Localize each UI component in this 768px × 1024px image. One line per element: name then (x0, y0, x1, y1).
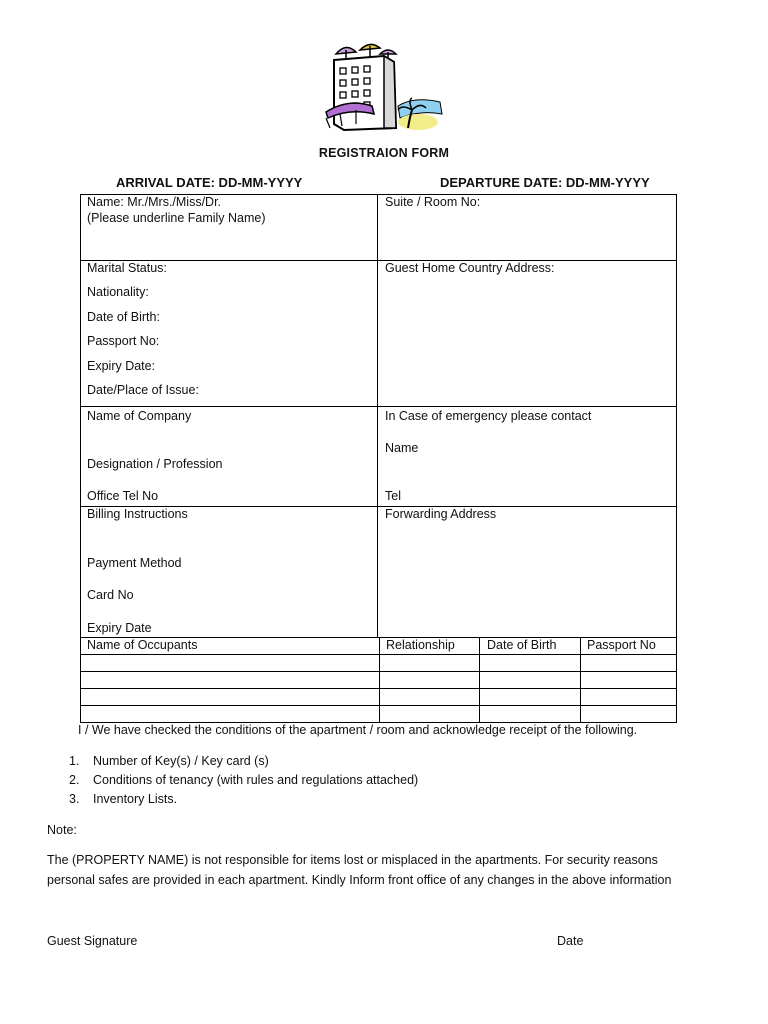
relationship-header: Relationship (386, 638, 455, 652)
arrival-date: ARRIVAL DATE: DD-MM-YYYY (116, 175, 303, 190)
company-label: Name of Company (87, 409, 192, 423)
suite-room-label: Suite / Room No: (385, 195, 481, 209)
list-item: 2. (69, 773, 80, 787)
passport-no-label: Passport No: (87, 334, 160, 348)
departure-date: DEPARTURE DATE: DD-MM-YYYY (440, 175, 650, 190)
note-line-1: The (PROPERTY NAME) is not responsible for items lost or misplaced in the apartments. For security reasons (47, 853, 658, 867)
acknowledgement-text: I / We have checked the conditions of the apartment / room and acknowledge receipt of the following. (78, 723, 638, 737)
list-item: 1. (69, 754, 80, 768)
office-tel-label: Office Tel No (87, 489, 159, 503)
issue-label: Date/Place of Issue: (87, 383, 199, 397)
emergency-name-label: Name (385, 441, 419, 455)
nationality-label: Nationality: (87, 285, 149, 299)
occupant-dob-header: Date of Birth (487, 638, 557, 652)
date-label: Date (557, 934, 584, 948)
emergency-contact-label: In Case of emergency please contact (385, 409, 592, 423)
billing-label: Billing Instructions (87, 507, 188, 521)
name-label: Name: Mr./Mrs./Miss/Dr. (87, 195, 222, 209)
payment-method-label: Payment Method (87, 556, 182, 570)
list-item-text: Conditions of tenancy (with rules and regulations attached) (93, 773, 419, 787)
registration-table (80, 194, 677, 723)
note-label: Note: (47, 823, 77, 837)
home-address-label: Guest Home Country Address: (385, 261, 555, 275)
occupants-header: Name of Occupants (87, 638, 198, 652)
card-no-label: Card No (87, 588, 134, 602)
expiry-date-label: Expiry Date: (87, 359, 156, 373)
family-name-hint: (Please underline Family Name) (87, 211, 266, 225)
date-of-birth-label: Date of Birth: (87, 310, 160, 324)
marital-status-label: Marital Status: (87, 261, 167, 275)
form-title: REGISTRAION FORM (318, 146, 450, 160)
list-item-text: Inventory Lists. (93, 792, 178, 806)
note-line-2: personal safes are provided in each apartment. Kindly Inform front office of any changes in the above information (47, 873, 672, 887)
guest-signature-label: Guest Signature (47, 934, 138, 948)
hotel-building-icon (322, 40, 448, 136)
list-item-text: Number of Key(s) / Key card (s) (93, 754, 269, 768)
forwarding-address-label: Forwarding Address (385, 507, 497, 521)
designation-label: Designation / Profession (87, 457, 223, 471)
card-expiry-label: Expiry Date (87, 621, 152, 635)
list-item: 3. (69, 792, 80, 806)
occupant-passport-header: Passport No (587, 638, 656, 652)
emergency-tel-label: Tel (385, 489, 401, 503)
